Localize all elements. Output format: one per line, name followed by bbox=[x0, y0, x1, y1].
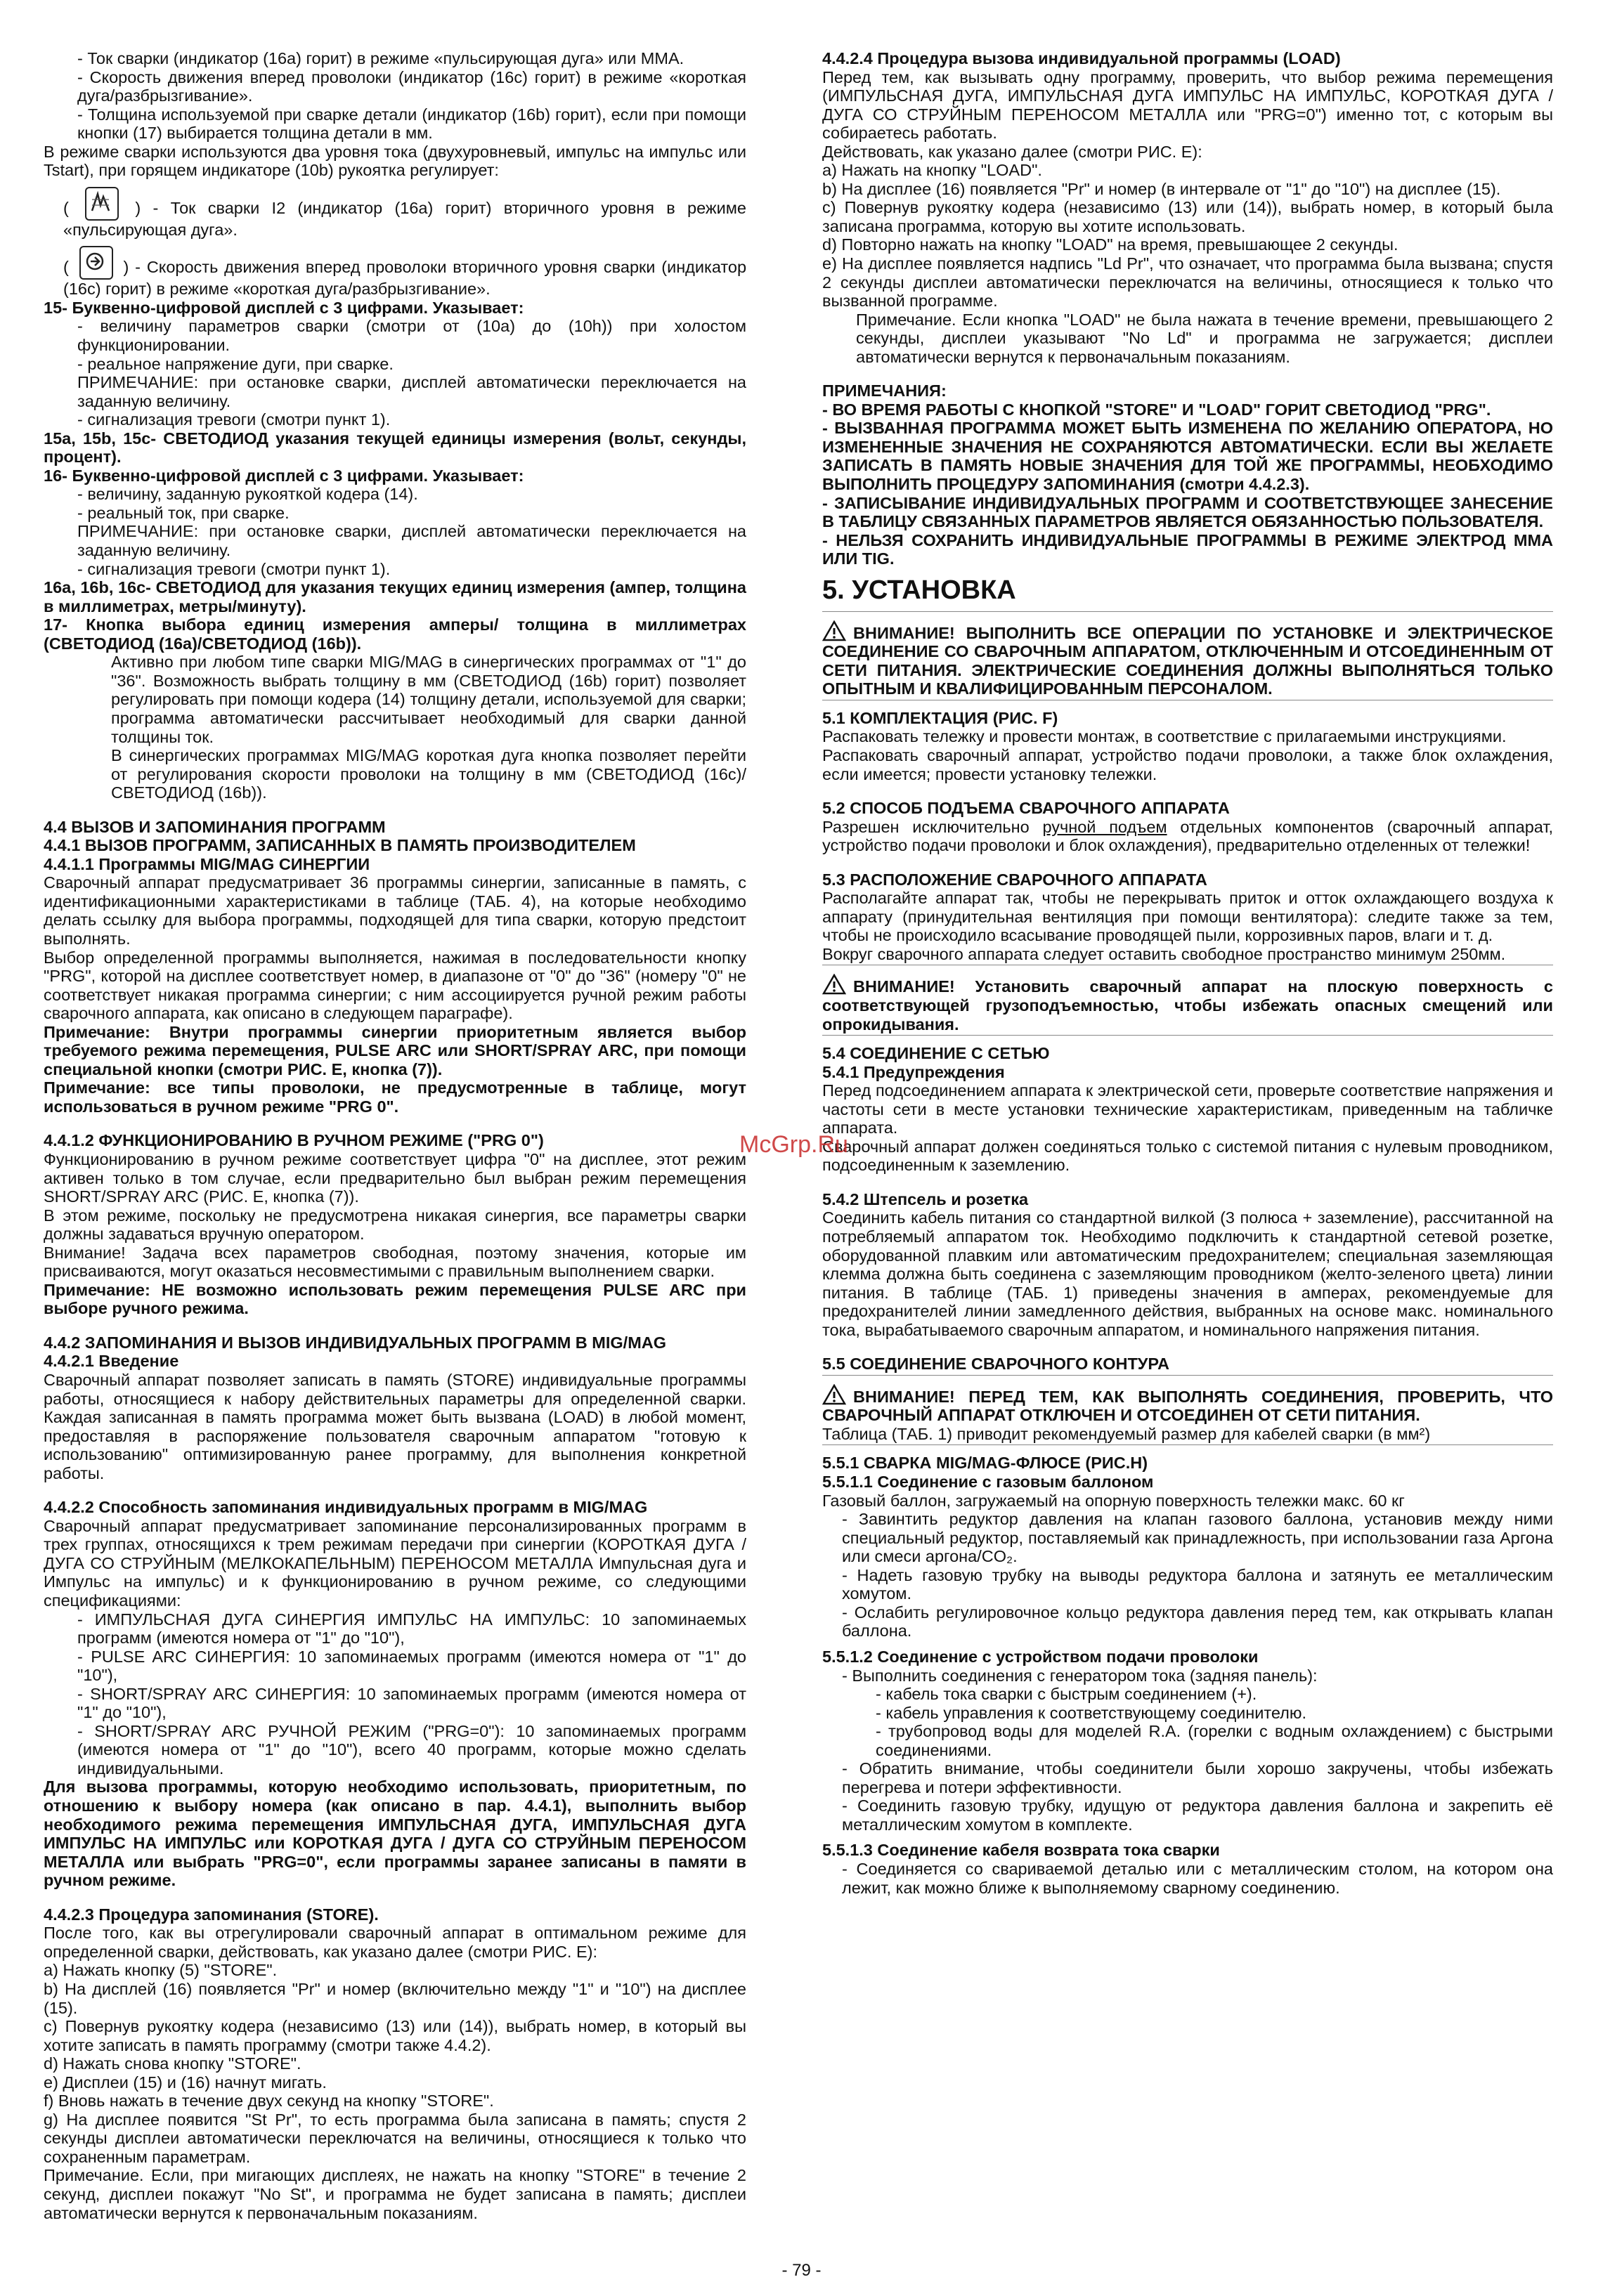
heading-4-4-2: 4.4.2 ЗАПОМИНАНИЯ И ВЫЗОВ ИНДИВИДУАЛЬНЫХ ПРОГРАММ В MIG/MAG bbox=[44, 1333, 667, 1352]
gas-cylinder-list bbox=[822, 1510, 1553, 1641]
paragraph: После того, как вы отрегулировали сварочный аппарат в оптимальном режиме для определенной сварки, действовать, как указано далее (смотри РИС. E): bbox=[44, 1924, 746, 1961]
paragraph: Соединить кабель питания со стандартной вилкой (3 полюса + заземление), рассчитанной на потребляемый аппаратом ток. Необходимо подключить к стандартной сетевой розетке, оборудованной плавким или автоматическим предохранителем; специальная заземляющая клемма должна быть соединена с заземляющим проводником (желто-зеленого цвета) линии питания. В таблице (ТАБ. 1) приведены значения в амперах, рекомендуемые для предохранителей линии замедленного действия, выбранных на основе макс. номинального тока, вырабатываемого сварочным аппаратом, и номинального напряжения питания. bbox=[822, 1208, 1553, 1339]
divider bbox=[822, 1375, 1553, 1376]
warning-connection: ВНИМАНИЕ! ПЕРЕД ТЕМ, КАК ВЫПОЛНЯТЬ СОЕДИНЕНИЯ, ПРОВЕРИТЬ, ЧТО СВАРОЧНЫЙ АППАРАТ ОТКЛЮЧЕН И ОТСОЕДИНЕН ОТ СЕТИ ПИТАНИЯ. bbox=[822, 1384, 1553, 1425]
notes-title: ПРИМЕЧАНИЯ: bbox=[822, 381, 947, 400]
heading-5-5-1-2: 5.5.1.2 Соединение с устройством подачи проволоки bbox=[822, 1647, 1259, 1666]
list-item: - ИМПУЛЬСНАЯ ДУГА СИНЕРГИЯ ИМПУЛЬС НА ИМПУЛЬС: 10 запоминаемых программ (имеются номера от "1" до "10"), bbox=[77, 1610, 746, 1648]
list-item: d) Повторно нажать на кнопку "LOAD" на время, превышающее 2 секунды. bbox=[822, 235, 1398, 254]
list-item: f) Вновь нажать в течение двух секунд на кнопку "STORE". bbox=[44, 2092, 494, 2111]
list-item: c) Повернув рукоятку кодера (независимо (13) или (14)), выбрать номер, в который вы хотите записать в память программу (смотри также 4.4.2). bbox=[44, 2017, 746, 2054]
list-item: - кабель тока сварки с быстрым соединением (+). bbox=[876, 1685, 1257, 1704]
warning-icon bbox=[822, 620, 846, 641]
list-item: - Соединяется со свариваемой деталью или с металлическим столом, на котором она лежит, как можно ближе к выполняемому сварному соединению. bbox=[842, 1859, 1553, 1897]
divider bbox=[822, 611, 1553, 612]
list-item: - реальное напряжение дуги, при сварке. bbox=[77, 354, 394, 373]
heading-5-4-2: 5.4.2 Штепсель и розетка bbox=[822, 1189, 1029, 1208]
item-17-text-2: В синергических программах MIG/MAG короткая дуга кнопка позволяет перейти от регулирования скорости проволоки на толщину в мм (СВЕТОДИОД (16c)/СВЕТОДИОД (16b)). bbox=[111, 746, 746, 802]
heading-4-4-1-1: 4.4.1.1 Программы MIG/MAG СИНЕРГИИ bbox=[44, 854, 370, 873]
list-item: - Надеть газовую трубку на выводы редуктора баллона и затянуть ее металлическим хомутом. bbox=[842, 1565, 1553, 1603]
heading-4-4-1: 4.4.1 ВЫЗОВ ПРОГРАММ, ЗАПИСАННЫХ В ПАМЯТЬ ПРОИЗВОДИТЕЛЕМ bbox=[44, 836, 636, 855]
watermark: McGrp.Ru bbox=[739, 1131, 848, 1158]
heading-5-4: 5.4 СОЕДИНЕНИЕ С СЕТЬЮ bbox=[822, 1044, 1050, 1063]
heading-5-2: 5.2 СПОСОБ ПОДЪЕМА СВАРОЧНОГО АППАРАТА bbox=[822, 799, 1230, 818]
list-item: - Выполнить соединения с генератором тока (задняя панель): bbox=[842, 1666, 1318, 1685]
item-17-text: Активно при любом типе сварки MIG/MAG в синергических программах от "1" до "36". Возможность выбрать толщину в мм (СВЕТОДИОД (16b) горит) позволяет регулировать при помощи кодера (14) толщину детали, используемой для сварки; программа автоматически рассчитывает необходимый для сварки данной толщины ток. bbox=[111, 653, 746, 746]
pulse-arc-symbol-icon bbox=[85, 187, 119, 221]
list-item: g) На дисплее появится "St Pr", то есть программа была записана в память; спустя 2 секунды дисплеи автоматически переключатся на величины, относящиеся к только что сохраненным параметрам. bbox=[44, 2110, 746, 2166]
paragraph: Выбор определенной программы выполняется, нажимая в последовательности кнопку "PRG", которой на дисплее соответствует номер, в диапазоне от "0" до "36" (номеру "0" не соответствует никакая программа синергии; с ним ассоциируется ручной режим работы сварочного аппарата, как описано в следующем параграфе). bbox=[44, 948, 746, 1023]
list-item: - величину параметров сварки (смотри от (10a) до (10h)) при холостом функционировании. bbox=[77, 317, 746, 355]
warning-icon bbox=[822, 974, 846, 995]
heading-5-1: 5.1 КОМПЛЕКТАЦИЯ (РИС. F) bbox=[822, 708, 1058, 727]
list-item: - Ослабить регулировочное кольцо редуктора давления перед тем, как открывать клапан баллона. bbox=[842, 1603, 1553, 1641]
paragraph: Располагайте аппарат так, чтобы не перекрывать приток и отток охлаждающего воздуха к аппарату (принудительная вентиляция при помощи вентилятора): следите также за тем, чтобы не происходило всасывание проводящей пыли, коррозивных паров, влаги и т. д. bbox=[822, 889, 1553, 945]
heading-5-4-1: 5.4.1 Предупреждения bbox=[822, 1062, 1005, 1081]
paragraph-two-levels: В режиме сварки используются два уровня тока (двухуровневый, импульс на импульс или Tstart), при горящем индикаторе (10b) рукоятка регулирует: bbox=[44, 142, 746, 180]
paragraph: Вокруг сварочного аппарата следует оставить свободное пространство минимум 250мм. bbox=[822, 944, 1506, 963]
left-column bbox=[44, 49, 746, 2222]
paragraph-bold: Для вызова программы, которую необходимо использовать, приоритетным, по отношению к выбору номера (как описано в пар. 4.4.1), выполнить выбор необходимого режима перемещения ИМПУЛЬСНАЯ ДУГА, ИМПУЛЬСНАЯ ДУГА ИМПУЛЬС НА ИМПУЛЬС или КОРОТКАЯ ДУГА / ДУГА СО СТРУЙНЫМ ПЕРЕНОСОМ МЕТАЛЛА или выбрать "PRG=0", если программы заранее записаны в памяти в ручном режиме. bbox=[44, 1778, 746, 1890]
notes-list bbox=[822, 400, 1553, 568]
item-16-list bbox=[44, 485, 746, 578]
list-item: - Толщина используемой при сварке детали (индикатор (16b) горит), если при помощи кнопки (17) выбирается толщина детали в мм. bbox=[77, 105, 746, 143]
warning-placement: ВНИМАНИЕ! Установить сварочный аппарат на плоскую поверхность с соответствующей грузоподъемностью, чтобы избежать опасных смещений или опрокидывания. bbox=[822, 974, 1553, 1033]
sub-list bbox=[842, 1685, 1553, 1759]
heading-5-5-1-3: 5.5.1.3 Соединение кабеля возврата тока сварки bbox=[822, 1841, 1220, 1860]
note: Примечание. Если кнопка "LOAD" не была нажата в течение времени, превышающего 2 секунды, дисплеи указывают "No Ld" и программа не загружается; дисплеи автоматически вернутся к первоначальным показаниям. bbox=[856, 310, 1553, 366]
item-15-list bbox=[44, 317, 746, 429]
heading-4-4-1-2: 4.4.1.2 ФУНКЦИОНИРОВАНИЮ В РУЧНОМ РЕЖИМЕ ("PRG 0") bbox=[44, 1131, 544, 1150]
divider bbox=[822, 1444, 1553, 1445]
divider bbox=[822, 1035, 1553, 1036]
store-steps-list bbox=[44, 1961, 746, 2166]
page-number: - 79 - bbox=[781, 2261, 822, 2280]
secondary-current-item: ( ) - Ток сварки I2 (индикатор (16a) горит) вторичного уровня в режиме «пульсирующая дуга». bbox=[44, 187, 746, 240]
item-17-title: 17- Кнопка выбора единиц измерения амперы/ толщина в миллиметрах (СВЕТОДИОД (16a)/СВЕТОДИОД (16b)). bbox=[44, 615, 746, 653]
paragraph: Таблица (ТАБ. 1) приводит рекомендуемый размер для кабелей сварки (в мм²) bbox=[822, 1424, 1431, 1443]
paragraph: Функционированию в ручном режиме соответствует цифра "0" на дисплее, этот режим активен только в том случае, если предварительно был выбран режим перемещения SHORT/SPRAY ARC (РИС. E, кнопка (7)). bbox=[44, 1149, 746, 1206]
list-item: b) На дисплее (16) появляется "Pr" и номер (в интервале от "1" до "10") на дисплее (15). bbox=[822, 179, 1501, 198]
list-item: - кабель управления к соответствующему соединителю. bbox=[876, 1703, 1307, 1722]
list-item: d) Нажать снова кнопку "STORE". bbox=[44, 2054, 301, 2073]
warning-icon bbox=[822, 1384, 846, 1405]
paragraph: Внимание! Задача всех параметров свободная, поэтому значения, которые им присваиваются, могут оказаться несовместимыми с правильным выполнением сварки. bbox=[44, 1243, 746, 1281]
heading-5-5-1-1: 5.5.1.1 Соединение с газовым баллоном bbox=[822, 1473, 1154, 1492]
list-item: a) Нажать на кнопку "LOAD". bbox=[822, 161, 1042, 180]
paragraph: Сварочный аппарат должен соединяться только с системой питания с нулевым проводником, подсоединенным к заземлению. bbox=[822, 1137, 1553, 1175]
item-16a: 16a, 16b, 16c- СВЕТОДИОД для указания текущих единиц измерения (ампер, толщина в миллиметрах, метры/минуту). bbox=[44, 578, 746, 615]
right-column bbox=[822, 49, 1553, 1897]
list-item: e) На дисплее появляется надпись "Ld Pr", что означает, что программа была вызвана; спустя 2 секунды дисплеи автоматически переключатся на величины, относящиеся к только что вызванной программе. bbox=[822, 254, 1553, 311]
note: ПРИМЕЧАНИЕ: при остановке сварки, дисплей автоматически переключается на заданную величину. bbox=[77, 373, 746, 410]
list-item: c) Повернув рукоятку кодера (независимо (13) или (14)), выбрать номер, в который была записана программа, которую вы хотите использовать. bbox=[822, 198, 1553, 235]
paragraph: Разрешен исключительно ручной подъем отдельных компонентов (сварочный аппарат, устройство подачи проволоки и блок охлаждения), предварительно отделенных от тележки! bbox=[822, 817, 1554, 855]
paragraph: Сварочный аппарат позволяет записать в память (STORE) индивидуальные программы работы, относящиеся к набору действительных параметры для определенной сварки. Каждая записанная в память программа может быть вызвана (LOAD) в любой момент, предоставляя в распоряжение пользователя сварочным аппаратом "готовую к использованию" оптимизированную ранее программу, для выполнения конкретной работы. bbox=[44, 1371, 746, 1482]
list-item: b) На дисплей (16) появляется "Pr" и номер (включительно между "1" и "10") на дисплее (15). bbox=[44, 1979, 746, 2017]
list-item: - Ток сварки (индикатор (16a) горит) в режиме «пульсирующая дуга» или MMA. bbox=[77, 49, 684, 67]
note: Примечание. Если, при мигающих дисплеях, не нажать на кнопку "STORE" в течение 2 секунд, дисплеи покажут "No St", и программа не будет записана в память; дисплеи автоматически вернутся к первоначальным показаниям. bbox=[44, 2166, 746, 2222]
list-item: - SHORT/SPRAY ARC СИНЕРГИЯ: 10 запоминаемых программ (имеются номера от "1" до "10"), bbox=[77, 1684, 746, 1722]
list-item: - трубопровод воды для моделей R.A. (горелки с водным охлаждением) с быстрыми соединениями. bbox=[876, 1722, 1553, 1759]
list-item: - Скорость движения вперед проволоки (индикатор (16c) горит) в режиме «короткая дуга/разбрызгивание». bbox=[77, 67, 746, 105]
list-item: - PULSE ARC СИНЕРГИЯ: 10 запоминаемых программ (имеются номера от "1" до "10"), bbox=[77, 1647, 746, 1685]
wire-feeder-list bbox=[822, 1666, 1553, 1834]
item-15-title: 15- Буквенно-цифровой дисплей с 3 цифрами. Указывает: bbox=[44, 298, 524, 317]
section-5-title: 5. УСТАНОВКА bbox=[822, 575, 1016, 605]
secondary-wire-speed-item: ( ) - Скорость движения вперед проволоки вторичного уровня сварки (индикатор (16c) горит) в режиме «короткая дуга/разбрызгивание». bbox=[44, 246, 746, 299]
paragraph: Распаковать сварочный аппарат, устройство подачи проволоки, а также блок охлаждения, если имеется; провести установку тележки. bbox=[822, 745, 1553, 783]
paragraph: Сварочный аппарат предусматривает 36 программы синергии, записанные в память, с идентификационными характеристиками в таблице (ТАБ. 4), на которые необходимо делать ссылку для выбора программы, подходящей для типа сварки, которую предстоит выполнять. bbox=[44, 873, 746, 948]
list-item: - ВЫЗВАННАЯ ПРОГРАММА МОЖЕТ БЫТЬ ИЗМЕНЕНА ПО ЖЕЛАНИЮ ОПЕРАТОРА, НО ИЗМЕНЕННЫЕ ЗНАЧЕНИЯ НЕ СОХРАНЯЮТСЯ АВТОМАТИЧЕСКИ. ЕСЛИ ВЫ ЖЕЛАЕТЕ ЗАПИСАТЬ В ПАМЯТЬ НОВЫЕ ЗНАЧЕНИЯ ДЛЯ ТОЙ ЖЕ ПРОГРАММЫ, НЕОБХОДИМО ВЫПОЛНИТЬ ПРОЦЕДУРУ ЗАПОМИНАНИЯ (смотри 4.4.2.3). bbox=[822, 419, 1553, 494]
heading-4-4-2-3: 4.4.2.3 Процедура запоминания (STORE). bbox=[44, 1905, 379, 1924]
list-item: - ЗАПИСЫВАНИЕ ИНДИВИДУАЛЬНЫХ ПРОГРАММ И СООТВЕТСТВУЮЩЕЕ ЗАНЕСЕНИЕ В ТАБЛИЦУ СВЯЗАННЫХ ПАРАМЕТРОВ ЯВЛЯЕТСЯ ОБЯЗАННОСТЬЮ ПОЛЬЗОВАТЕЛЯ. bbox=[822, 493, 1553, 531]
heading-4-4: 4.4 ВЫЗОВ И ЗАПОМИНАНИЯ ПРОГРАММ bbox=[44, 817, 386, 836]
list-item: - Завинтить редуктор давления на клапан газового баллона, установив между ними специальный редуктор, поставляемый как принадлежность, при использовании газа Аргона или смеси аргона/CO₂. bbox=[842, 1510, 1553, 1566]
list-item: - величину, заданную рукояткой кодера (14). bbox=[77, 485, 418, 504]
load-steps-list bbox=[822, 161, 1553, 310]
paragraph: Сварочный аппарат предусматривает запоминание персонализированных программ в трех группах, относящихся к трем режимам передачи при синергии (КОРОТКАЯ ДУГА / ДУГА СО СТРУЙНЫМ (МЕЛКОКАПЕЛЬНЫМ) ПЕРЕНОСОМ МЕТАЛЛА Импульсная дуга и Импульс на импульс) и к функционированию в ручном режиме, со следующими спецификациями: bbox=[44, 1516, 746, 1610]
heading-4-4-2-1: 4.4.2.1 Введение bbox=[44, 1352, 179, 1371]
list-item: a) Нажать кнопку (5) "STORE". bbox=[44, 1961, 278, 1980]
list-item: - сигнализация тревоги (смотри пункт 1). bbox=[77, 559, 391, 578]
list-item: - сигнализация тревоги (смотри пункт 1). bbox=[77, 410, 391, 429]
paragraph: Перед тем, как вызывать одну программу, проверить, что выбор режима перемещения (ИМПУЛЬСНАЯ ДУГА, ИМПУЛЬСНАЯ ДУГА ИМПУЛЬС НА ИМПУЛЬС, КОРОТКАЯ ДУГА / ДУГА СО СТРУЙНЫМ ПЕРЕНОСОМ МЕТАЛЛА или "PRG=0") именно тот, с которым вы собираетесь работать. bbox=[822, 67, 1553, 143]
list-item: - ВО ВРЕМЯ РАБОТЫ С КНОПКОЙ "STORE" И "LOAD" ГОРИТ СВЕТОДИОД "PRG". bbox=[822, 400, 1491, 419]
note: ПРИМЕЧАНИЕ: при остановке сварки, дисплей автоматически переключается на заданную величину. bbox=[77, 522, 746, 560]
list-item: - реальный ток, при сварке. bbox=[77, 503, 290, 522]
return-cable-list bbox=[822, 1860, 1553, 1897]
heading-4-4-2-2: 4.4.2.2 Способность запоминания индивидуальных программ в MIG/MAG bbox=[44, 1498, 648, 1517]
paragraph: Распаковать тележку и провести монтаж, в соответствие с прилагаемыми инструкциями. bbox=[822, 727, 1507, 746]
list-item: - Соединить газовую трубку, идущую от редуктора давления баллона и закрепить её металлическим хомутом в комплекте. bbox=[842, 1796, 1553, 1834]
note: Примечание: НЕ возможно использовать режим перемещения PULSE ARC при выборе ручного режима. bbox=[44, 1280, 746, 1318]
paragraph: Газовый баллон, загружаемый на опорную поверхность тележки макс. 60 кг bbox=[822, 1491, 1405, 1510]
warning-install: ВНИМАНИЕ! ВЫПОЛНИТЬ ВСЕ ОПЕРАЦИИ ПО УСТАНОВКЕ И ЭЛЕКТРИЧЕСКОЕ СОЕДИНЕНИЕ СО СВАРОЧНЫМ АППАРАТОМ, ОТКЛЮЧЕННЫМ И ОТСОЕДИНЕННЫМ ОТ СЕТИ ПИТАНИЯ. ЭЛЕКТРИЧЕСКИЕ СОЕДИНЕНИЯ ДОЛЖНЫ ВЫПОЛНЯТЬСЯ ТОЛЬКО ОПЫТНЫМ И КВАЛИФИЦИРОВАННЫМ ПЕРСОНАЛОМ. bbox=[822, 620, 1553, 698]
wire-feed-symbol-icon bbox=[79, 246, 113, 280]
heading-5-5-1: 5.5.1 СВАРКА MIG/MAG-ФЛЮСЕ (РИС.H) bbox=[822, 1454, 1148, 1473]
program-groups-list bbox=[44, 1610, 746, 1778]
list-item: - SHORT/SPRAY ARC РУЧНОЙ РЕЖИМ ("PRG=0"): 10 запоминаемых программ (имеются номера от "1" до "10"), всего 40 программ, которые можно сделать индивидуальными. bbox=[77, 1721, 746, 1778]
paragraph: Перед подсоединением аппарата к электрической сети, проверьте соответствие напряжения и частоты сети в месте установки технические характеристикам, приведенным на табличке аппарата. bbox=[822, 1081, 1553, 1137]
note: Примечание: все типы проволоки, не предусмотренные в таблице, могут использоваться в ручном режиме "PRG 0". bbox=[44, 1078, 746, 1116]
heading-4-4-2-4: 4.4.2.4 Процедура вызова индивидуальной программы (LOAD) bbox=[822, 49, 1341, 67]
item-16-title: 16- Буквенно-цифровой дисплей с 3 цифрами. Указывает: bbox=[44, 466, 524, 485]
paragraph: Действовать, как указано далее (смотри РИС. E): bbox=[822, 142, 1202, 161]
item-15a: 15a, 15b, 15c- СВЕТОДИОД указания текущей единицы измерения (вольт, секунды, процент). bbox=[44, 429, 746, 467]
list-item: e) Дисплеи (15) и (16) начнут мигать. bbox=[44, 2073, 327, 2092]
list-item: - НЕЛЬЗЯ СОХРАНИТЬ ИНДИВИДУАЛЬНЫЕ ПРОГРАММЫ В РЕЖИМЕ ЭЛЕКТРОД MMA ИЛИ TIG. bbox=[822, 530, 1553, 568]
list-item: - Обратить внимание, чтобы соединители были хорошо закручены, чтобы избежать перегрева и потери эффективности. bbox=[842, 1759, 1553, 1796]
note: Примечание: Внутри программы синергии приоритетным является выбор требуемого режима перемещения, PULSE ARC или SHORT/SPRAY ARC, при помощи специальной кнопки (смотри РИС. E, кнопка (7)). bbox=[44, 1022, 746, 1078]
intro-list bbox=[44, 49, 746, 143]
paragraph: В этом режиме, поскольку не предусмотрена никакая синергия, все параметры сварки должны задаваться вручную оператором. bbox=[44, 1206, 746, 1244]
heading-5-5: 5.5 СОЕДИНЕНИЕ СВАРОЧНОГО КОНТУРА bbox=[822, 1355, 1169, 1374]
heading-5-3: 5.3 РАСПОЛОЖЕНИЕ СВАРОЧНОГО АППАРАТА bbox=[822, 870, 1207, 889]
